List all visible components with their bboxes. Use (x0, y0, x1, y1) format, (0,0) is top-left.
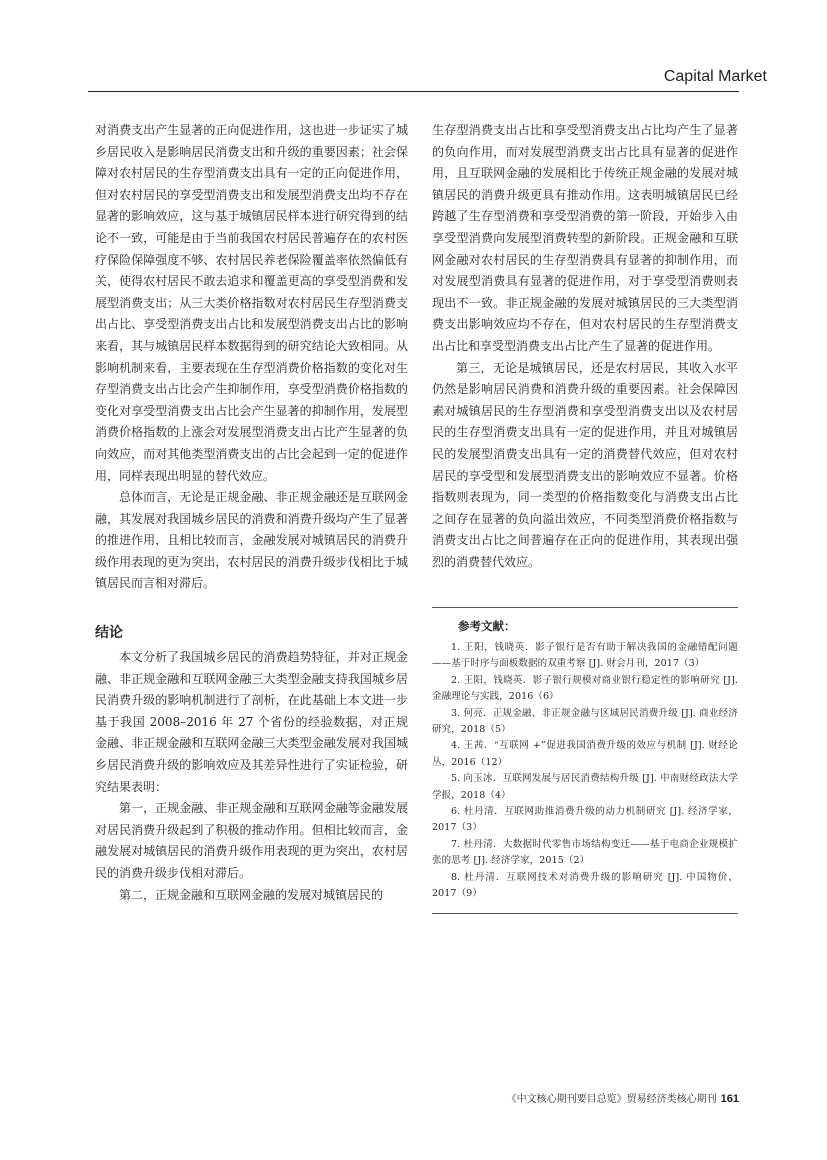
reference-item: 4. 王茜．“互联网 +”促进我国消费升级的效应与机制 [J]. 财经论丛，2016（12） (432, 740, 738, 768)
body-paragraph: 对消费支出产生显著的正向促进作用，这也进一步证实了城乡居民收入是影响居民消费支出和升级的重要因素；社会保障对农村居民的生存型消费支出具有一定的正向促进作用，但对农村居民的享受型消费支出和发展型消费支出均不存在显著的影响效应，这与基于城镇居民样本进行研究得到的结论不一致，可能是由于当前我国农村居民普遍存在的农村医疗保险保障强度不够、农村居民养老保险覆盖率依然偏低有关，使得农村居民不敢去追求和覆盖更高的享受型消费和发展型消费支出；从三大类价格指数对农村居民生存型消费支出占比、享受型消费支出占比和发展型消费支出占比的影响来看，其与城镇居民样本数据得到的研究结论大致相同。从影响机制来看，主要表现在生存型消费价格指数的变化对生存型消费支出占比会产生抑制作用，享受型消费价格指数的变化对享受型消费支出占比会产生显著的抑制作用，发展型消费价格指数的上涨会对发展型消费支出占比产生显著的负向效应，而对其他类型消费支出的占比会起到一定的促进作用，同样表现出明显的替代效应。 (95, 123, 408, 483)
reference-item: 2. 王阳，钱晓英．影子银行规模对商业银行稳定性的影响研究 [J]. 金融理论与实践，2016（6） (432, 674, 738, 703)
left-text-column (95, 120, 408, 906)
body-paragraph: 总体而言，无论是正规金融、非正规金融还是互联网金融，其发展对我国城乡居民的消费和消费升级均产生了显著的推进作用，且相比较而言，金融发展对城镇居民的消费升级作用表现的更为突出，农村居民的消费升级步伐相比于城镇居民而言相对滞后。 (95, 490, 408, 591)
body-paragraph: 第一，正规金融、非正规金融和互联网金融等金融发展对居民消费升级起到了积极的推动作用。但相比较而言，金融发展对城镇居民的消费升级作用表现的更为突出，农村居民的消费升级步伐相对滞后。 (95, 801, 408, 880)
header-divider (88, 91, 739, 92)
right-text-column (432, 120, 738, 573)
reference-item: 6. 杜丹清．互联网助推消费升级的动力机制研究 [J]. 经济学家，2017（3） (432, 806, 738, 834)
references-title: 参考文献： (458, 621, 516, 633)
page-number: 161 (720, 1093, 739, 1105)
reference-item: 1. 王阳，钱晓英．影子银行是否有助于解决我国的金融错配问题——基于时序与面板数据的双重考察 [J]. 财会月刊，2017（3） (432, 642, 738, 670)
reference-item: 7. 杜丹清．大数据时代零售市场结构变迁——基于电商企业规模扩张的思考 [J]. 经济学家，2015（2） (432, 838, 738, 867)
body-paragraph: 第二，正规金融和互联网金融的发展对城镇居民的 (119, 887, 384, 902)
body-paragraph: 生存型消费支出占比和享受型消费支出占比均产生了显著的负向作用，而对发展型消费支出占比具有显著的促进作用，且互联网金融的发展相比于传统正规金融的发展对城镇居民的消费升级更具有推动作用。这表明城镇居民已经跨越了生存型消费和享受型消费的第一阶段，开始步入由享受型消费向发展型消费转型的新阶段。正规金融和互联网金融对农村居民的生存型消费具有显著的抑制作用，而对发展型消费具有显著的促进作用，对于享受型消费则表现出不一致。非正规金融的发展对城镇居民的三大类型消费支出影响效应均不存在，但对农村居民的生存型消费支出占比和享受型消费支出占比产生了显著的促进作用。 (432, 123, 738, 353)
footer-journal-text: 《中文核心期刊要目总览》贸易经济类核心期刊 (506, 1094, 717, 1105)
section-heading-conclusion: 结论 (95, 624, 123, 641)
references-box (432, 607, 738, 914)
body-paragraph: 第三，无论是城镇居民，还是农村居民，其收入水平仍然是影响居民消费和消费升级的重要因素。社会保障因素对城镇居民的生存型消费和享受型消费支出以及农村居民的生存型消费支出具有一定的促进作用，并且对城镇居民的发展型消费支出具有一定的消费替代效应，但对农村居民的享受型和发展型消费支出的影响效应不显著。价格指数则表现为，同一类型的价格指数变化与消费支出占比之间存在显著的负向溢出效应，不同类型消费价格指数与消费支出占比之间普遍存在正向的促进作用，其表现出强烈的消费替代效应。 (432, 360, 738, 569)
body-paragraph: 本文分析了我国城乡居民的消费趋势特征，并对正规金融、非正规金融和互联网金融三大类型金融支持我国城乡居民消费升级的影响机制进行了剖析，在此基础上本文进一步基于我国 2008–2016 年 27 个省份的经验数据，对正规金融、非正规金融和互联网金融三大类型金融发展对我国城乡居民消费升级的影响效应及其差异性进行了实证检验，研究结果表明： (95, 650, 408, 794)
page-footer (507, 1090, 739, 1105)
reference-item: 3. 何亮．正规金融、非正规金融与区域居民消费升级 [J]. 商业经济研究，2018（5） (432, 707, 738, 736)
reference-item: 5. 向玉冰．互联网发展与居民消费结构升级 [J]. 中南财经政法大学学报，2018（4） (432, 773, 738, 801)
reference-item: 8. 杜丹清．互联网技术对消费升级的影响研究 [J]. 中国物价，2017（9） (432, 871, 738, 900)
running-header-title: Capital Market (663, 68, 767, 85)
